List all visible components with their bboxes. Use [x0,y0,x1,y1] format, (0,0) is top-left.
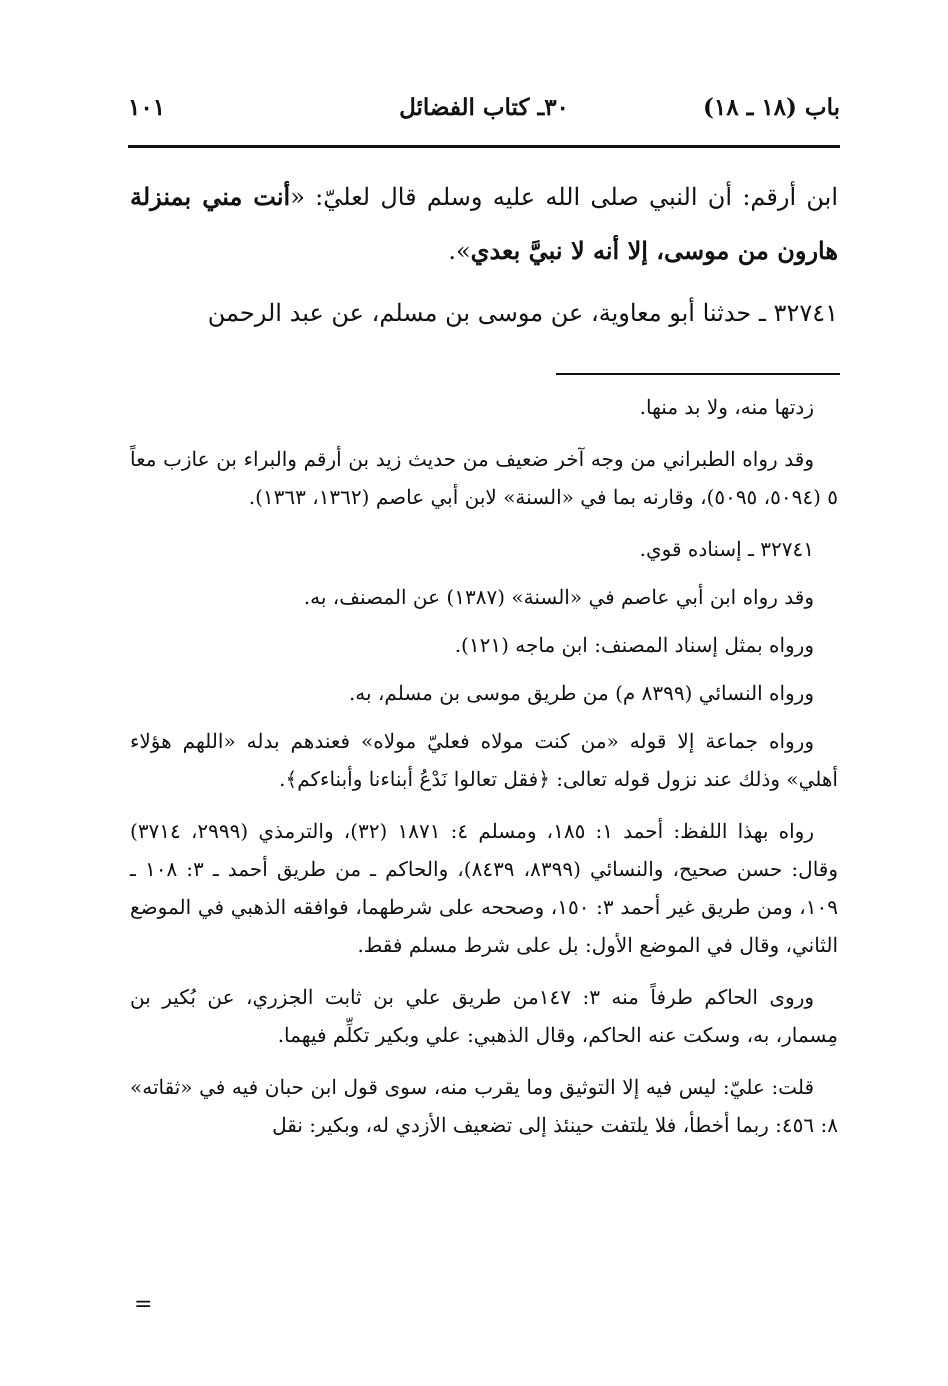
continuation-mark: = [134,1292,153,1317]
footnote-paragraph-10: قلت: عليّ: ليس فيه إلا التوثيق وما يقرب منه، سوى قول ابن حبان فيه في «ثقاته» ٨: ٤٥٦: ربما أخطأ، فلا يلتفت حينئذ إلى تضعيف الأزدي له، وبكير: نقل [130,1075,838,1137]
footnote-paragraph-4: وقد رواه ابن أبي عاصم في «السنة» (١٣٨٧) عن المصنف، به. [303,585,814,609]
page-number: ١٠١ [128,94,166,121]
header-rule [128,145,840,148]
footnote-paragraph-8: رواه بهذا اللفظ: أحمد ١: ١٨٥، ومسلم ٤: ١٨٧١ (٣٢)، والترمذي (٢٩٩٩، ٣٧١٤) وقال: حسن صحيح، والنسائي (٨٣٩٩، ٨٤٣٩)، والحاكم ـ من طريق أحمد ـ ٣: ١٠٨ ـ ١٠٩، ومن طريق غير أحمد ٣: ١٥٠، وصححه على شرطهما، فوافقه الذهبي في الموضع الثاني، وقال في الموضع الأول: بل على شرط مسلم فقط. [130,819,839,957]
hadith-text: ابن أرقم: أن النبي صلى الله عليه وسلم قال لعليّ: « [290,183,838,211]
footnote-paragraph-7: ورواه جماعة إلا قوله «من كنت مولاه فعليّ مولاه» فعندهم بدله «اللهم هؤلاء أهلي» وذلك عند نزول قوله تعالى: ﴿فقل تعالوا نَدْعُ أبناءنا وأبناءكم﴾. [130,729,838,791]
footnote-paragraph-6: ورواه النسائي (٨٣٩٩ م) من طريق موسى بن مسلم، به. [348,681,814,705]
chapter-title: باب (١٨ ـ ١٨) [702,94,840,121]
hadith-quote-close: ». [448,237,471,265]
footnote-paragraph-1: زدتها منه، ولا بد منها. [639,395,814,419]
footnotes [130,388,838,1158]
hadith-quote: أنت مني بمنزلة هارون من موسى، إلا أنه لا نبيَّ بعدي [130,182,838,265]
hadith-paragraph-1 [130,170,838,278]
book-title: ٣٠ـ كتاب الفضائل [399,94,569,121]
footnote-paragraph-5: ورواه بمثل إسناد المصنف: ابن ماجه (١٢١). [454,633,814,657]
footnote-paragraph-9: وروى الحاكم طرفاً منه ٣: ١٤٧من طريق علي بن ثابت الجزري، عن بُكير بن مِسمار، به، وسكت عنه الحاكم، وقال الذهبي: علي وبكير تكلِّم فيهما. [130,985,838,1047]
hadith-paragraph-2: ٣٢٧٤١ ـ حدثنا أبو معاوية، عن موسى بن مسلم، عن عبد الرحمن [207,299,838,327]
page-header [128,88,840,134]
footnote-paragraph-3: ٣٢٧٤١ ـ إسناده قوي. [639,537,814,561]
footnote-rule [556,373,840,375]
main-text [130,170,838,340]
footnote-paragraph-2: وقد رواه الطبراني من وجه آخر ضعيف من حديث زيد بن أرقم والبراء بن عازب معاً ٥ (٥٠٩٤، ٥٠٩٥)، وقارنه بما في «السنة» لابن أبي عاصم (١٣٦٢، ١٣٦٣). [130,447,838,509]
